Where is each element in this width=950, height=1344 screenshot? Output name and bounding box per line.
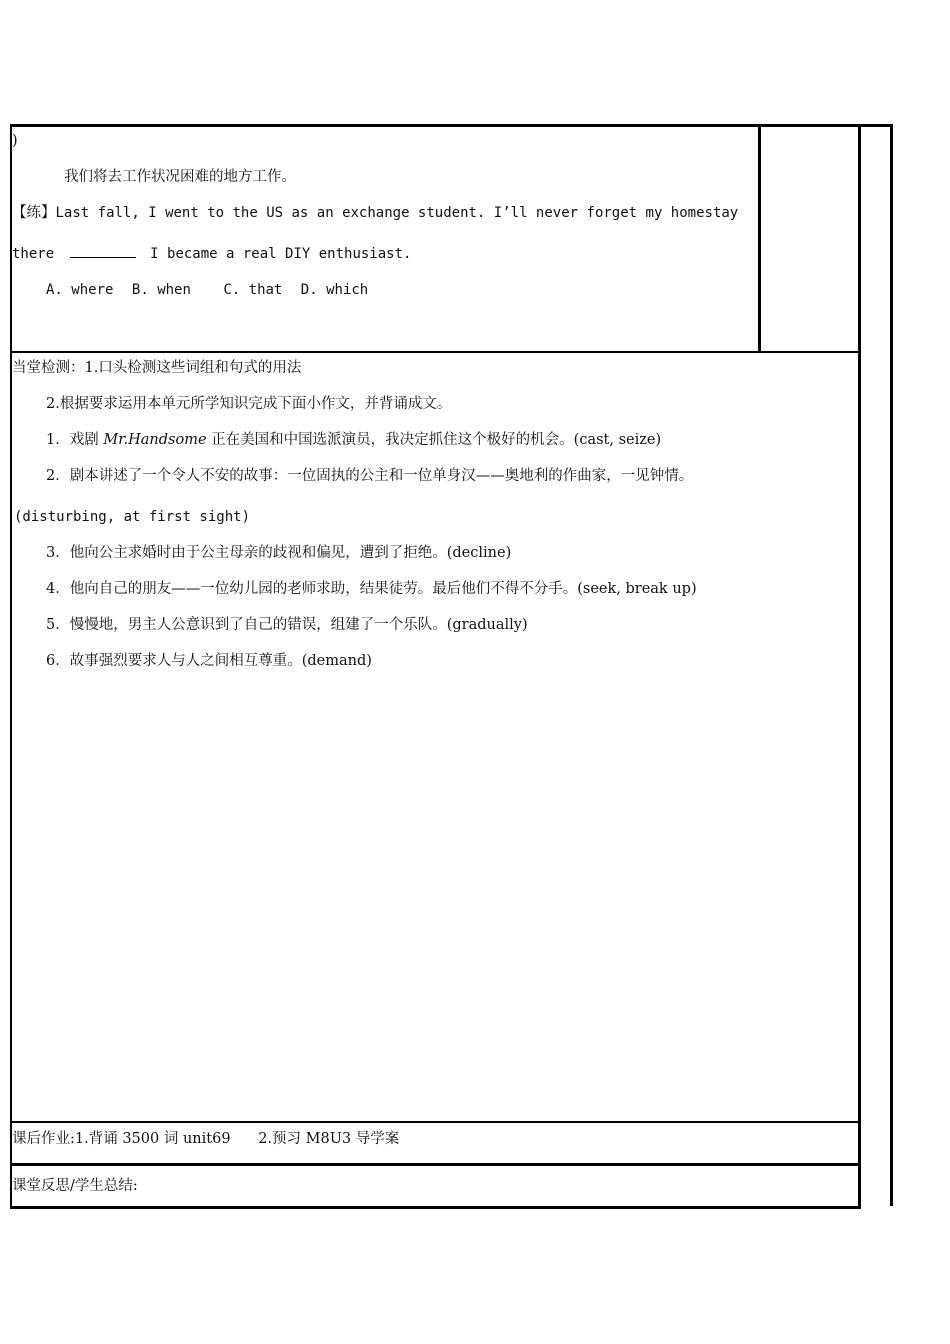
option-b: B. when (131, 282, 191, 298)
option-a: A. where (46, 282, 114, 298)
practice-line-1 (12, 204, 738, 222)
row-divider-1 (10, 351, 861, 353)
reflection-row: 课堂反思/学生总结: (12, 1178, 138, 1194)
task-item-3: 3．他向公主求婚时由于公主母亲的歧视和偏见，遭到了拒绝。(decline) (46, 545, 512, 561)
option-c: C. that (223, 282, 283, 298)
task-item-2: 2．剧本讲述了一个令人不安的故事：一位固执的公主和一位单身汉——奥地利的作曲家，一见钟情。 (46, 468, 694, 484)
play-title: Mr.Handsome (103, 432, 207, 448)
side-column-divider (758, 124, 761, 353)
translation-sentence: 我们将去工作状况困难的地方工作。 (64, 169, 296, 185)
answer-options (46, 281, 378, 299)
practice-line-2 (12, 245, 411, 263)
section-header-class-check: 当堂检测：1.口头检测这些词组和句式的用法 (12, 360, 302, 376)
practice-line-2-end: I became a real DIY enthusiast. (150, 246, 412, 262)
task-item-1: 1．戏剧 Mr.Handsome 正在美国和中国选派演员，我决定抓住这个极好的机会。(cast, seize) (46, 432, 662, 448)
option-d: D. which (300, 282, 369, 298)
table-bottom-border (10, 1206, 861, 1209)
practice-line-2-start: there (12, 246, 55, 262)
task-item-6: 6．故事强烈要求人与人之间相互尊重。(demand) (46, 653, 372, 669)
table-outer-right-border (890, 124, 893, 1206)
task-item-5: 5．慢慢地，男主人公意识到了自己的错误，组建了一个乐队。(gradually) (46, 617, 528, 633)
paren-fragment: ) (12, 133, 18, 149)
homework-row: 课后作业:1.背诵 3500 词 unit69 2.预习 M8U3 导学案 (12, 1131, 400, 1147)
answer-blank (70, 245, 136, 258)
table-left-border (10, 124, 12, 1209)
practice-sentence-1: Last fall, I went to the US as an exchange student. I’ll never forget my homestay (55, 205, 739, 221)
table-inner-right-border (858, 124, 861, 1209)
practice-tag: 【练】 (12, 205, 56, 221)
section-instruction: 2.根据要求运用本单元所学知识完成下面小作文，并背诵成文。 (46, 396, 452, 412)
task-item-4: 4．他向自己的朋友——一位幼儿园的老师求助，结果徒劳。最后他们不得不分手。(seek, break up) (46, 581, 697, 597)
row-divider-3 (10, 1163, 861, 1166)
task-item-2-continued: (disturbing, at first sight) (14, 509, 251, 525)
row-divider-2 (10, 1121, 861, 1123)
